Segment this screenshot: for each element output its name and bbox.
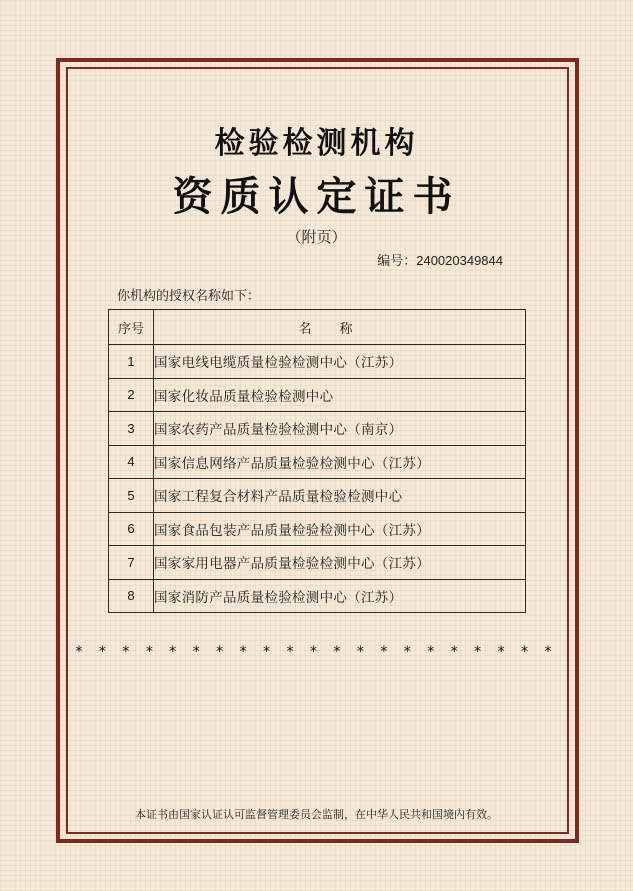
row-name: 国家化妆品质量检验检测中心 [154,378,526,412]
row-name: 国家消防产品质量检验检测中心（江苏） [154,579,526,613]
row-number: 6 [109,512,154,546]
star-divider: * * * * * * * * * * * * * * * * * * * * * [75,644,558,660]
table-row [109,445,526,479]
table-row [109,412,526,446]
row-number: 3 [109,412,154,446]
certificate-number-value: 240020349844 [416,253,503,268]
table-row [109,479,526,513]
table-row [109,378,526,412]
row-number: 5 [109,479,154,513]
row-name: 国家农药产品质量检验检测中心（南京） [154,412,526,446]
row-name: 国家家用电器产品质量检验检测中心（江苏） [154,546,526,580]
footer-note: 本证书由国家认证认可监督管理委员会监制，在中华人民共和国境内有效。 [135,808,498,821]
table-row [109,546,526,580]
certificate-number [377,250,503,269]
row-number: 7 [109,546,154,580]
header-name: 名称 [154,310,526,345]
table-row [109,345,526,379]
subtitle: （附页） [286,228,347,246]
title-line-1: 检验检测机构 [214,126,419,161]
row-number: 1 [109,345,154,379]
row-name: 国家信息网络产品质量检验检测中心（江苏） [154,445,526,479]
row-name: 国家工程复合材料产品质量检验检测中心 [154,479,526,513]
title-line-2: 资质认定证书 [172,173,461,220]
certificate-number-label: 编号： [377,254,417,269]
row-number: 4 [109,445,154,479]
row-number: 8 [109,579,154,613]
row-name: 国家电线电缆质量检验检测中心（江苏） [154,345,526,379]
row-name: 国家食品包装产品质量检验检测中心（江苏） [154,512,526,546]
table-header-row [109,310,526,345]
table-row [109,579,526,613]
table-row [109,512,526,546]
authorized-names-table [108,309,526,613]
header-number: 序号 [109,310,154,345]
row-number: 2 [109,378,154,412]
intro-text: 你机构的授权名称如下： [117,289,261,304]
